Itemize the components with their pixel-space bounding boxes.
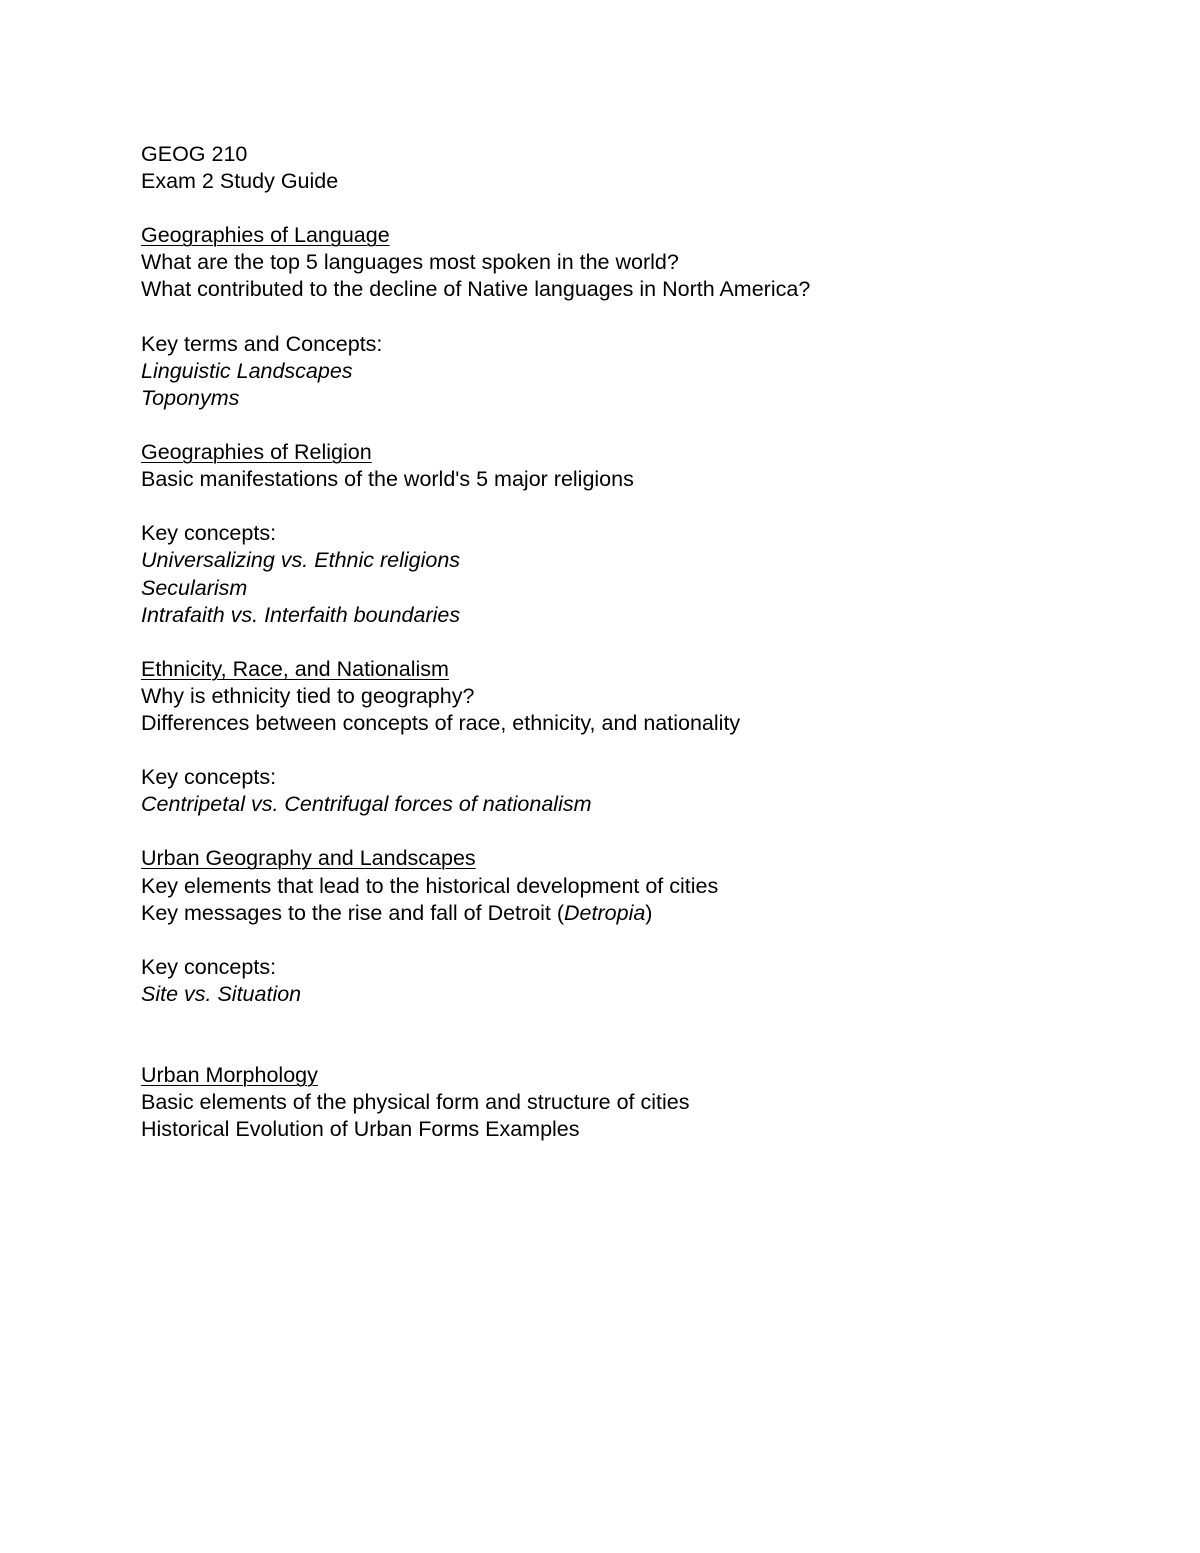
closing-paren: ) [645, 900, 653, 925]
spacer [141, 927, 1101, 954]
spacer [141, 818, 1101, 845]
spacer [141, 1008, 1101, 1062]
question-line: What are the top 5 languages most spoken in the world? [141, 250, 679, 275]
question-line: Differences between concepts of race, ethnicity, and nationality [141, 710, 741, 735]
section-heading-language: Geographies of Language [141, 223, 390, 248]
question-line: Key elements that lead to the historical development of cities [141, 873, 719, 898]
question-line: Historical Evolution of Urban Forms Examples [141, 1117, 580, 1142]
section-heading-urban-geography: Urban Geography and Landscapes [141, 846, 476, 871]
study-guide-content [141, 141, 1101, 1143]
question-line: Why is ethnicity tied to geography? [141, 683, 475, 708]
spacer [141, 412, 1101, 439]
film-title: Detropia [564, 900, 646, 925]
question-line: What contributed to the decline of Native languages in North America? [141, 277, 811, 302]
section-heading-ethnicity: Ethnicity, Race, and Nationalism [141, 656, 449, 681]
section-heading-urban-morphology: Urban Morphology [141, 1063, 318, 1088]
question-line: Basic elements of the physical form and structure of cities [141, 1090, 690, 1115]
concepts-label: Key terms and Concepts: [141, 331, 383, 356]
detroit-line-text: Key messages to the rise and fall of Detroit ( [141, 900, 565, 925]
concepts-label: Key concepts: [141, 954, 277, 979]
key-term: Toponyms [141, 385, 240, 410]
spacer [141, 195, 1101, 222]
spacer [141, 737, 1101, 764]
spacer [141, 304, 1101, 331]
concepts-label: Key concepts: [141, 521, 277, 546]
spacer [141, 493, 1101, 520]
key-term: Intrafaith vs. Interfaith boundaries [141, 602, 461, 627]
concepts-label: Key concepts: [141, 765, 277, 790]
spacer [141, 629, 1101, 656]
detroit-line [141, 900, 1101, 927]
section-heading-religion: Geographies of Religion [141, 440, 372, 465]
document-title: Exam 2 Study Guide [141, 169, 339, 194]
key-term: Site vs. Situation [141, 981, 302, 1006]
key-term: Linguistic Landscapes [141, 358, 353, 383]
key-term: Centripetal vs. Centrifugal forces of nationalism [141, 792, 592, 817]
key-term: Universalizing vs. Ethnic religions [141, 548, 461, 573]
key-term: Secularism [141, 575, 248, 600]
question-line: Basic manifestations of the world's 5 major religions [141, 467, 634, 492]
course-code: GEOG 210 [141, 142, 248, 166]
